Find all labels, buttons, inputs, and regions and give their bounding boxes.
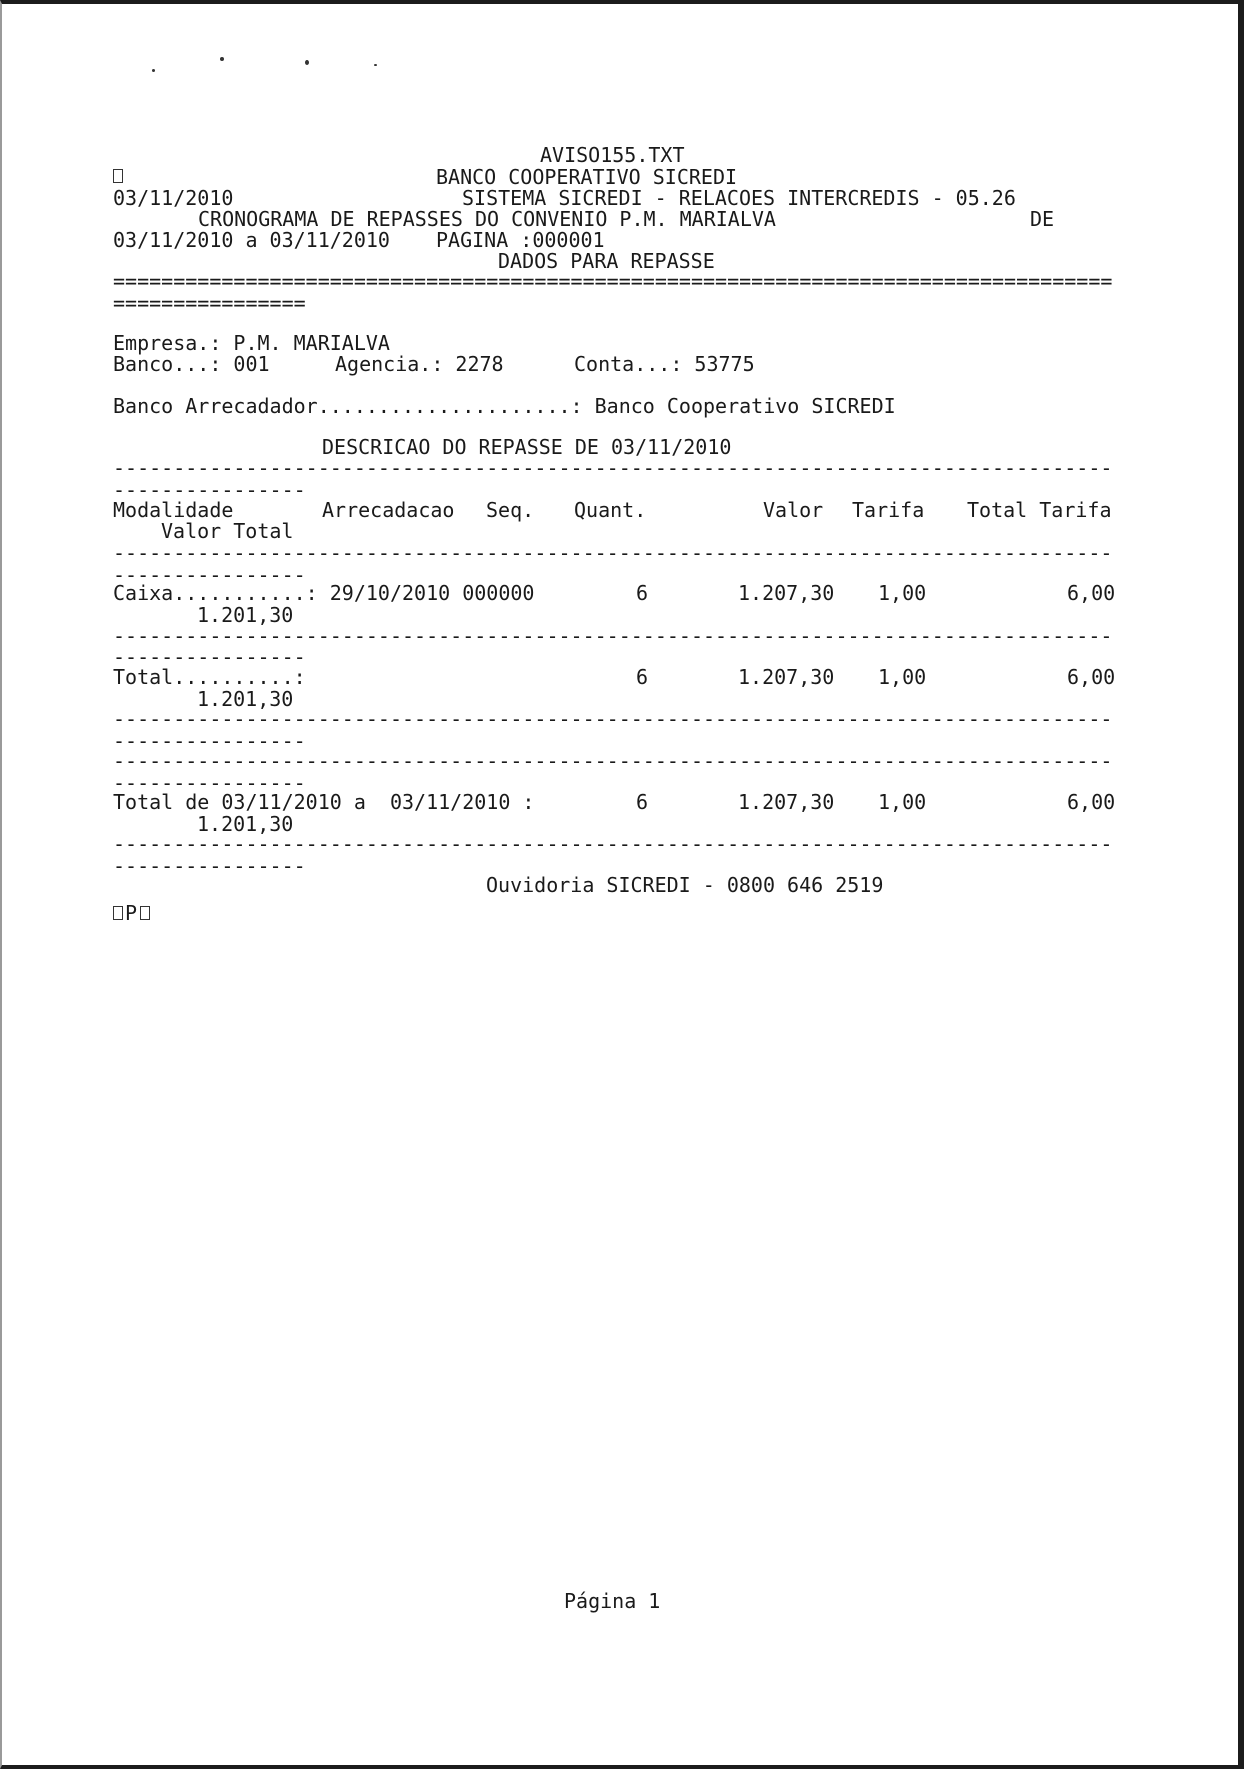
dash-rule: ----------------------------------------------------------------------------------- xyxy=(113,457,1113,479)
row-caixa-quant: 6 xyxy=(636,581,649,605)
row-caixa-valor-total: 1.201,30 xyxy=(197,603,294,627)
row-period-quant: 6 xyxy=(636,790,649,814)
print-date: 03/11/2010 xyxy=(113,186,234,210)
conta-line: Conta...: 53775 xyxy=(574,352,755,376)
row-total-tarifa: 1,00 xyxy=(878,665,927,689)
dash-rule-short: ---------------- xyxy=(113,772,306,794)
header-quant: Quant. xyxy=(574,498,647,522)
page-line: PAGINA :000001 xyxy=(436,228,605,252)
row-total-valor: 1.207,30 xyxy=(738,665,835,689)
row-period-valor-total: 1.201,30 xyxy=(197,812,294,836)
box-glyph-icon xyxy=(140,906,150,920)
box-glyph-icon xyxy=(113,906,123,920)
scan-speck xyxy=(374,64,377,66)
header-arrecadacao: Arrecadacao xyxy=(322,498,455,522)
dash-rule-short: ---------------- xyxy=(113,564,306,586)
row-period-total-tarifa: 6,00 xyxy=(1067,790,1116,814)
double-rule-short: ================ xyxy=(113,292,306,314)
dash-rule: ----------------------------------------------------------------------------------- xyxy=(113,750,1113,772)
arrecadador-line: Banco Arrecadador.....................: Banco Cooperativo SICREDI xyxy=(113,394,896,418)
dash-rule-short: ---------------- xyxy=(113,479,306,501)
agencia-line: Agencia.: 2278 xyxy=(335,352,504,376)
page-marker: P xyxy=(125,901,138,925)
header-tarifa: Tarifa xyxy=(852,498,925,522)
row-caixa-label: Caixa...........: 29/10/2010 000000 xyxy=(113,581,535,605)
scan-speck xyxy=(152,69,155,72)
double-rule: =================================================================================== xyxy=(113,270,1113,292)
dash-rule: ----------------------------------------------------------------------------------- xyxy=(113,625,1113,647)
dash-rule-short: ---------------- xyxy=(113,730,306,752)
row-period-valor: 1.207,30 xyxy=(738,790,835,814)
row-total-label: Total..........: xyxy=(113,665,306,689)
dash-rule: ----------------------------------------------------------------------------------- xyxy=(113,833,1113,855)
header-seq: Seq. xyxy=(486,498,535,522)
scan-speck xyxy=(220,57,224,61)
system-line: SISTEMA SICREDI - RELACOES INTERCREDIS - 05.26 xyxy=(462,186,1016,210)
header-valor: Valor xyxy=(763,498,824,522)
header-modalidade: Modalidade xyxy=(113,498,234,522)
section-title: DADOS PARA REPASSE xyxy=(498,249,715,273)
header-valor-total: Valor Total xyxy=(161,519,294,543)
row-period-label: Total de 03/11/2010 a 03/11/2010 : xyxy=(113,790,535,814)
de-label: DE xyxy=(1030,207,1055,231)
row-total-total-tarifa: 6,00 xyxy=(1067,665,1116,689)
row-period-tarifa: 1,00 xyxy=(878,790,927,814)
bank-name: BANCO COOPERATIVO SICREDI xyxy=(436,165,738,189)
schedule-title: CRONOGRAMA DE REPASSES DO CONVENIO P.M. MARIALVA xyxy=(198,207,776,231)
row-caixa-tarifa: 1,00 xyxy=(878,581,927,605)
box-glyph-icon xyxy=(113,169,123,183)
row-caixa-total-tarifa: 6,00 xyxy=(1067,581,1116,605)
row-total-quant: 6 xyxy=(636,665,649,689)
dash-rule: ----------------------------------------------------------------------------------- xyxy=(113,542,1113,564)
period-line: 03/11/2010 a 03/11/2010 xyxy=(113,228,390,252)
dash-rule-short: ---------------- xyxy=(113,855,306,877)
dash-rule: ----------------------------------------------------------------------------------- xyxy=(113,708,1113,730)
scan-speck xyxy=(305,60,309,65)
dash-rule-short: ---------------- xyxy=(113,646,306,668)
header-total-tarifa: Total Tarifa xyxy=(967,498,1112,522)
ouvidoria-line: Ouvidoria SICREDI - 0800 646 2519 xyxy=(486,873,884,897)
page-number: Página 1 xyxy=(564,1589,661,1613)
row-caixa-valor: 1.207,30 xyxy=(738,581,835,605)
banco-line: Banco...: 001 xyxy=(113,352,270,376)
empresa-line: Empresa.: P.M. MARIALVA xyxy=(113,331,390,355)
file-name: AVISO155.TXT xyxy=(540,143,685,167)
description-title: DESCRICAO DO REPASSE DE 03/11/2010 xyxy=(322,435,732,459)
row-total-valor-total: 1.201,30 xyxy=(197,687,294,711)
